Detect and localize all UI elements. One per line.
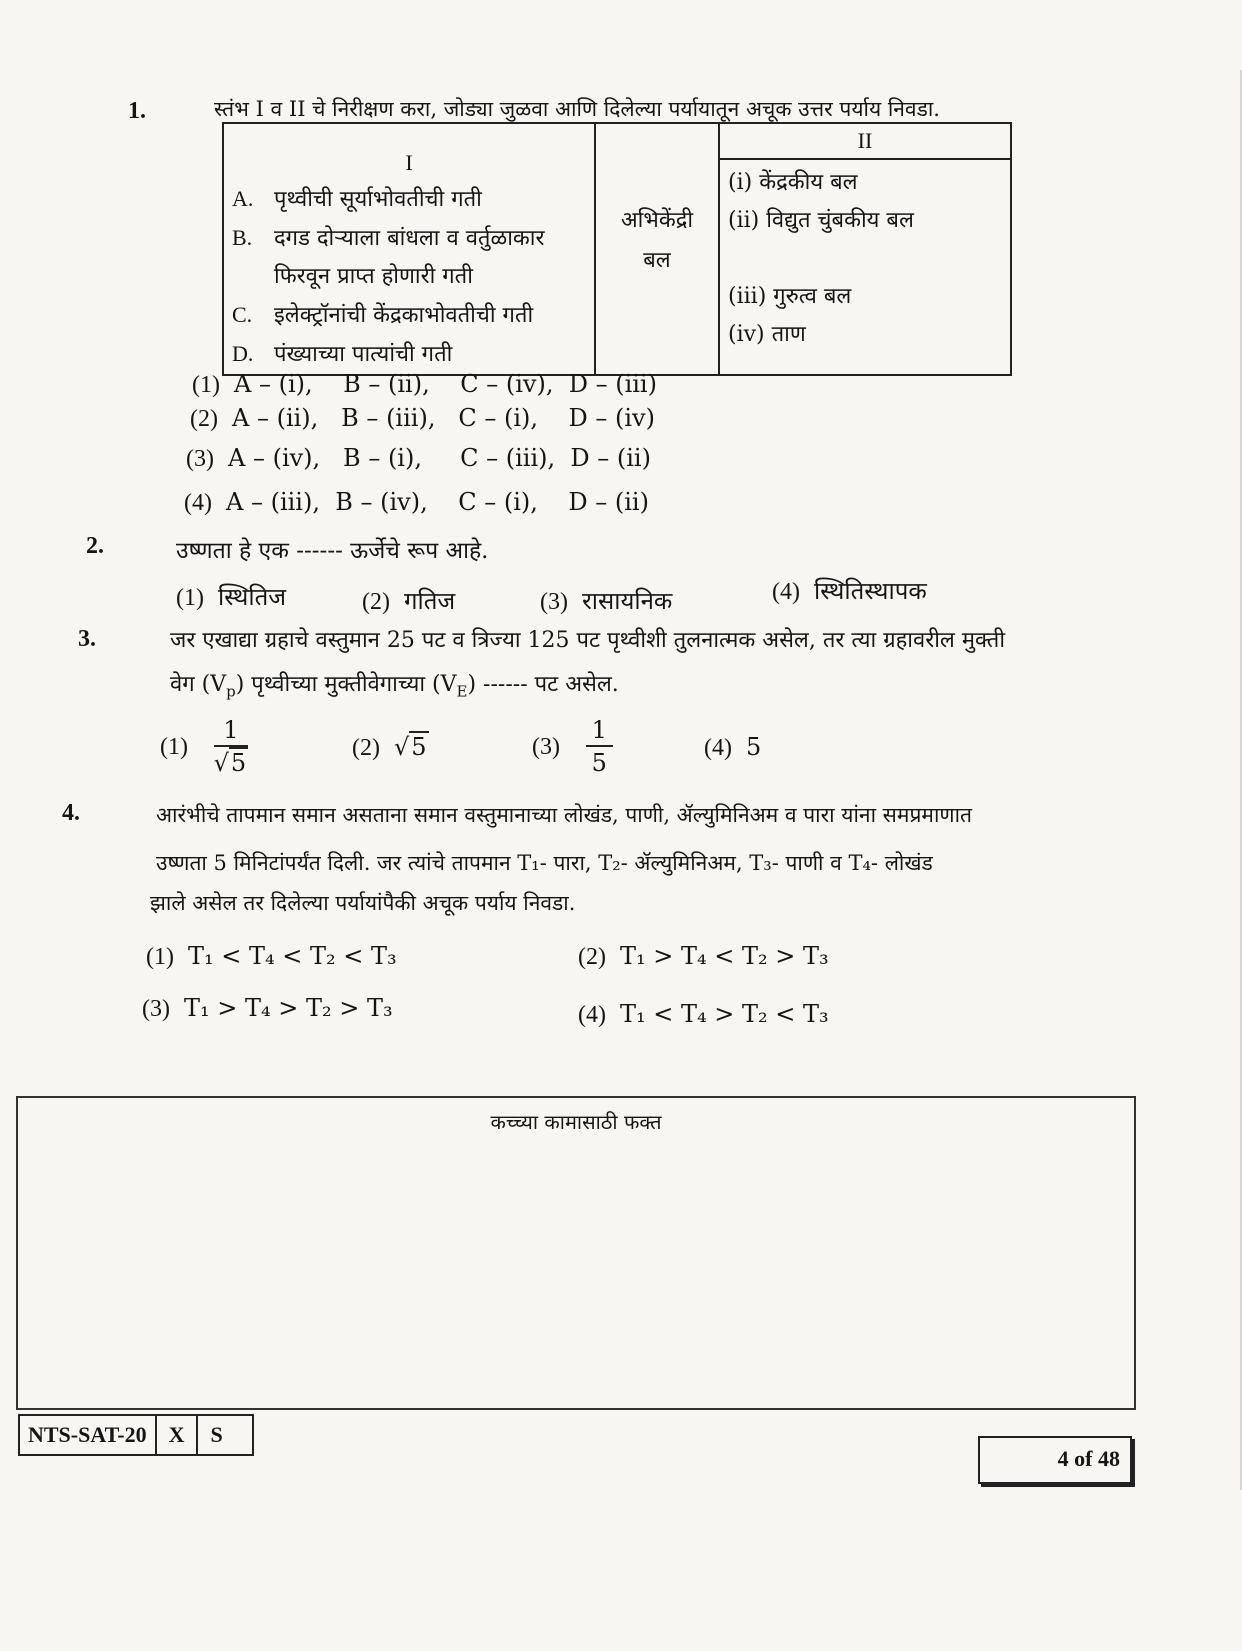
q3-line-2: वेग $(V_p)$ पृथ्वीच्या मुक्तीवेगाच्या $(V_E)$ ------ पट असेल. xyxy=(170,672,619,701)
q2-text: उष्णता हे एक ------ ऊर्जेचे रूप आहे. xyxy=(176,538,489,564)
q4-line-3: झाले असेल तर दिलेल्या पर्यायांपैकी अचूक पर्याय निवडा. xyxy=(150,891,576,915)
col1-header: I xyxy=(405,150,413,175)
q3-option-4: (4) 5 xyxy=(704,733,762,761)
col2-row: (i) केंद्रकीय बल xyxy=(728,170,858,195)
q2-option-3: (3) रासायनिक xyxy=(540,587,673,615)
match-table xyxy=(222,122,1012,376)
middle-cell xyxy=(595,123,719,375)
col1-row: C. इलेक्ट्रॉनांची केंद्रकाभोवतीची गती xyxy=(232,302,534,328)
paper-code-box xyxy=(18,1414,254,1456)
q1-option-3: (3) A – (iv), B – (i), C – (iii), D – (ii) xyxy=(186,444,651,472)
q4-option-2: (2) T₁ > T₄ < T₂ > T₃ xyxy=(578,942,829,970)
col1-row: D. पंख्याच्या पात्यांची गती xyxy=(232,341,453,367)
paper-code-s: S xyxy=(210,1422,223,1447)
q3-option-2: (2) √5 xyxy=(352,733,427,761)
q3-option-3: (3) $\frac{1}{5}$ xyxy=(532,715,617,779)
col1-row: फिरवून प्राप्त होणारी गती xyxy=(274,264,473,289)
q3-line-1: जर एखाद्या ग्रहाचे वस्तुमान 25 पट व त्रिज्या 125 पट पृथ्वीशी तुलनात्मक असेल, तर त्या ग्रहावरील मुक्ती xyxy=(170,628,1006,653)
q1-option-2: (2) A – (ii), B – (iii), C – (i), D – (iv) xyxy=(190,404,655,432)
q4-line-2: उष्णता 5 मिनिटांपर्यंत दिली. जर त्यांचे तापमान T₁- पारा, T₂- ॲल्युमिनिअम, T₃- पाणी व T₄- लोखंड xyxy=(156,851,933,875)
q3-option-1: (1) $\frac{1}{√5}$ xyxy=(160,716,247,777)
q4-option-4: (4) T₁ < T₄ > T₂ < T₃ xyxy=(578,1000,829,1028)
rough-work-label: कच्च्या कामासाठी फक्त xyxy=(490,1110,662,1134)
paper-code: NTS-SAT-20 xyxy=(20,1416,157,1454)
q2-number: 2. xyxy=(86,533,104,559)
q4-option-1: (1) T₁ < T₄ < T₂ < T₃ xyxy=(146,942,397,970)
q4-number: 4. xyxy=(62,800,80,826)
q1-text: स्तंभ I व II चे निरीक्षण करा, जोड्या जुळवा आणि दिलेल्या पर्यायातून अचूक उत्तर पर्याय निवडा. xyxy=(214,97,940,121)
middle-cell-line: बल xyxy=(643,248,671,273)
q1-number: 1. xyxy=(128,98,146,124)
col2-row: (ii) विद्युत चुंबकीय बल xyxy=(728,208,914,233)
fraction: $\frac{1}{√5}$ xyxy=(213,716,247,777)
q1-option-4: (4) A – (iii), B – (iv), C – (i), D – (ii) xyxy=(184,488,649,516)
column-1 xyxy=(223,123,595,375)
col1-row: A. पृथ्वीची सूर्याभोवतीची गती xyxy=(232,186,482,212)
col1-row: B. दगड दोऱ्याला बांधला व वर्तुळाकार xyxy=(232,225,545,251)
column-2 xyxy=(719,123,1011,375)
col2-header: II xyxy=(720,124,1010,160)
col2-row: (iv) ताण xyxy=(728,322,806,347)
q4-option-3: (3) T₁ > T₄ > T₂ > T₃ xyxy=(142,994,393,1022)
rough-work-box xyxy=(16,1096,1136,1410)
q2-option-2: (2) गतिज xyxy=(362,587,456,615)
fraction: $\frac{1}{5}$ xyxy=(586,715,613,779)
q1-option-1: (1) A – (i), B – (ii), C – (iv), D – (iii) xyxy=(192,370,657,398)
paper-code-x: X xyxy=(157,1416,199,1454)
q4-line-1: आरंभीचे तापमान समान असताना समान वस्तुमानाच्या लोखंड, पाणी, ॲल्युमिनिअम व पारा यांना समप्रमाणात xyxy=(156,803,972,827)
q2-option-1: (1) स्थितिज xyxy=(176,583,287,611)
col2-row: (iii) गुरुत्व बल xyxy=(728,284,852,309)
q2-option-4: (4) स्थितिस्थापक xyxy=(772,577,927,605)
page-number: 4 of 48 xyxy=(978,1436,1132,1484)
middle-cell-line: अभिकेंद्री xyxy=(620,208,694,233)
q3-number: 3. xyxy=(78,626,96,652)
